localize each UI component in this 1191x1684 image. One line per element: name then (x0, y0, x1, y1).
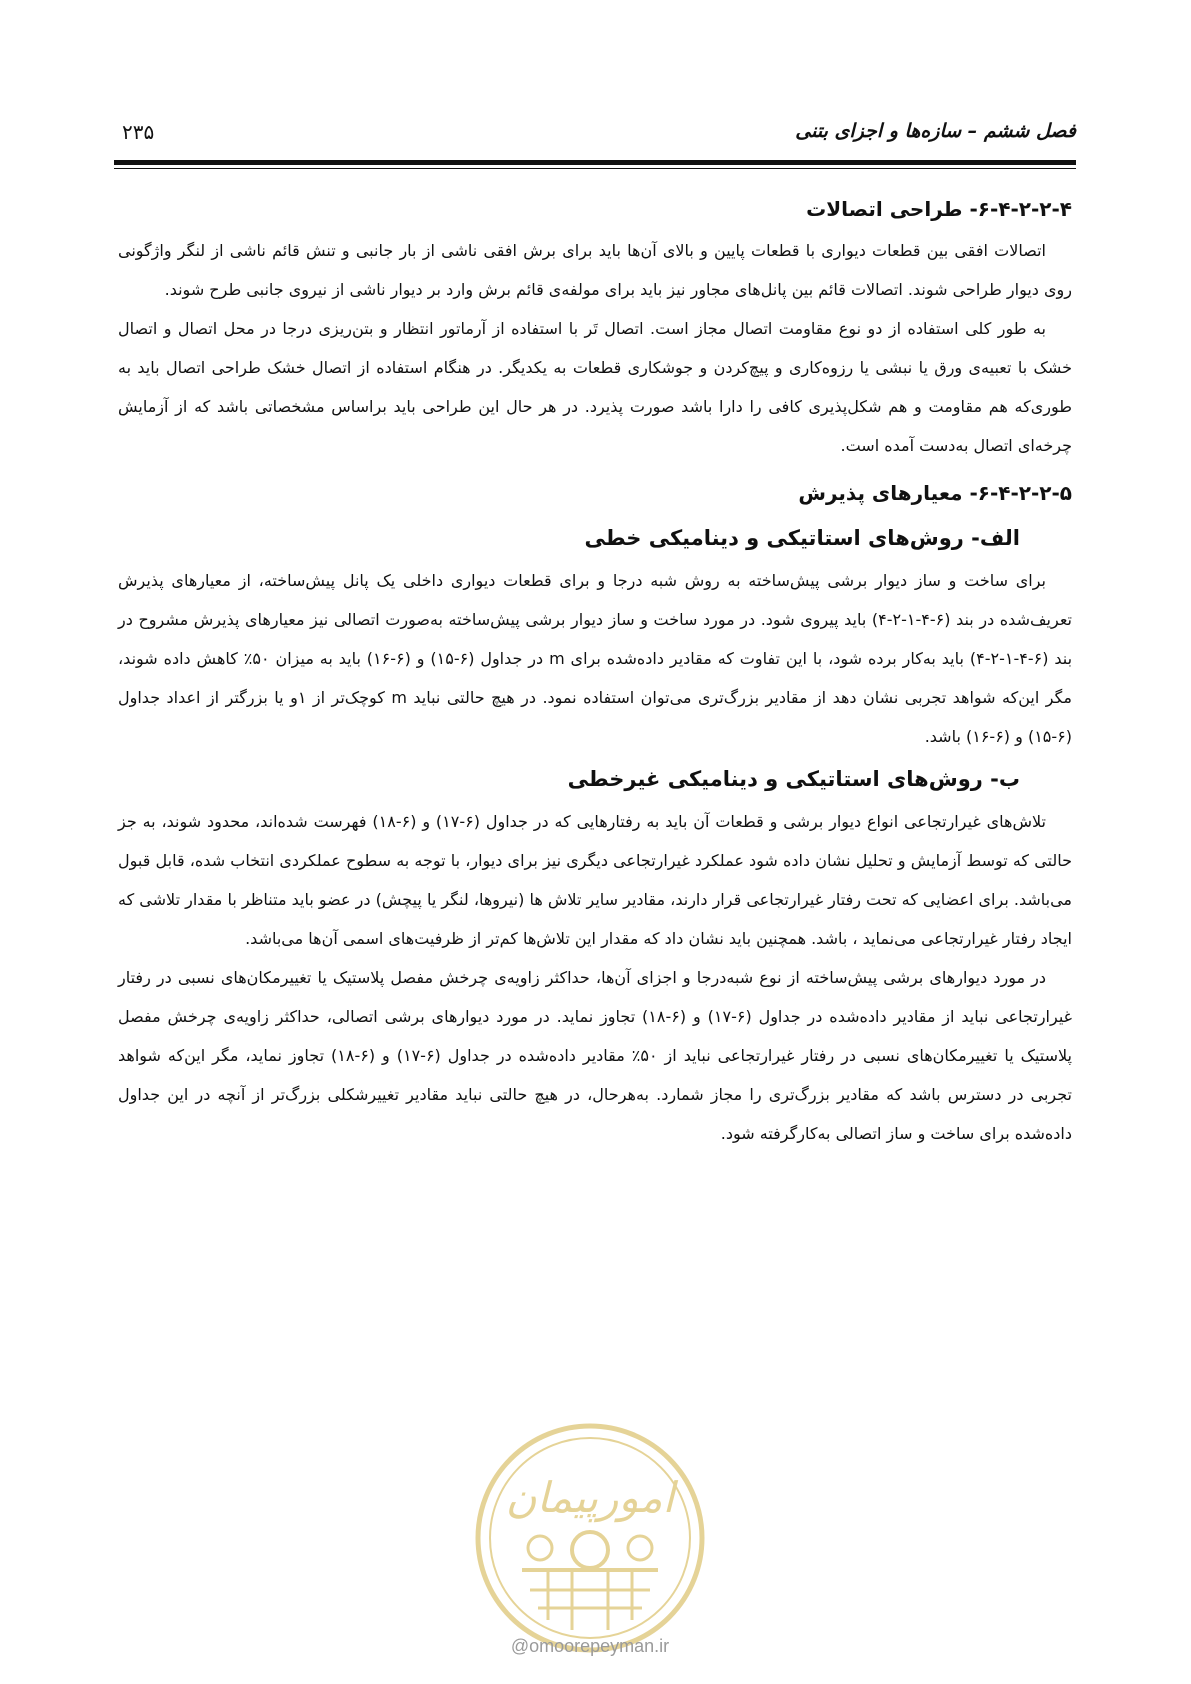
section-heading-acceptance-criteria: ۶-۴-۲-۲-۵- معیارهای پذیرش (798, 481, 1072, 505)
paragraph: در مورد دیوارهای برشی پیش‌ساخته از نوع شبه‌درجا و اجزای آن‌ها، حداکثر زاویه‌ی چرخش مفصل پلاستیک یا تغییرمکان‌های نسبی در رفتار غیرارتجاعی نباید از مقادیر داده‌شده در جداول (۶-۱۷) و (۶-۱۸) تجاوز نماید. در مورد دیوارهای برشی اتصالی، حداکثر زاویه‌ی چرخش مفصل پلاستیک یا تغییرمکان‌های نسبی در رفتار غیرارتجاعی نباید از ۵۰٪ مقادیر داده‌شده در جداول (۶-۱۷) و (۶-۱۸) تجاوز نماید، مگر این‌که شواهد تجربی در دسترس باشد که مقادیر بزرگ‌تری را مجاز شمارد. به‌هرحال، در هیچ حالتی نباید مقادیر تغییرشکلی بزرگ‌تر از آنچه در این جداول داده‌شده برای ساخت و ساز اتصالی به‌کارگرفته شود. (118, 968, 1073, 1143)
paragraph: به طور کلی استفاده از دو نوع مقاومت اتصال مجاز است. اتصال تَر با استفاده از آرماتور انتظار و بتن‌ریزی درجا در محل اتصال و اتصال خشک با تعبیه‌ی ورق یا نبشی یا رزوه‌کاری و پیچ‌کردن و جوشکاری قطعات به یکدیگر. در هنگام استفاده از اتصال خشک طراحی اتصال باید به طوری‌که هم مقاومت و هم شکل‌پذیری کافی را دارا باشد صورت پذیرد. در هر حال این طراحی باید براساس مشخصاتی باشد که از آزمایش چرخه‌ای اتصال به‌دست آمده است. (118, 319, 1072, 455)
watermark-logo (472, 1420, 708, 1656)
paragraph: تلاش‌های غیرارتجاعی انواع دیوار برشی و قطعات آن باید به رفتارهایی که در جداول (۶-۱۷) و (۶-۱۸) فهرست شده‌اند، محدود شوند، به جز حالتی که توسط آزمایش و تحلیل نشان داده شود عملکرد غیرارتجاعی دیگری نیز برای دیوار، با توجه به سطوح عملکردی انتخاب شده، قابل قبول می‌باشد. برای اعضایی که تحت رفتار غیرارتجاعی قرار دارند، مقادیر سایر تلاش ها (نیروها، لنگر یا پیچش) در عضو باید متناظر با مقدار تلاشی که ایجاد رفتار غیرارتجاعی می‌نماید ، باشد. همچنین باید نشان داد که مقدار این تلاش‌ها کم‌تر از ظرفیت‌های اسمی آن‌ها می‌باشد. (118, 812, 1072, 948)
paragraph: برای ساخت و ساز دیوار برشی پیش‌ساخته به روش شبه درجا و برای قطعات دیواری داخلی یک پانل پیش‌ساخته، از معیارهای پذیرش تعریف‌شده در بند (۶-۴-۱-۲-۴) باید پیروی شود. در مورد ساخت و ساز دیوار برشی پیش‌ساخته به‌صورت اتصالی نیز معیارهای پذیرش مشروح در بند (۶-۴-۱-۲-۴) باید به‌کار برده شود، با این تفاوت که مقادیر داده‌شده برای m در جداول (۶-۱۵) و (۶-۱۶) باید به میزان ۵۰٪ کاهش داده شوند، مگر این‌که شواهد تجربی نشان دهد از مقادیر بزرگ‌تری می‌توان استفاده نمود. در هیچ حالتی نباید m کوچک‌تر از ۱و یا بزرگتر از اعداد جداول (۶-۱۵) و (۶-۱۶) باشد. (118, 571, 1073, 746)
document-body (118, 187, 1072, 1153)
section-heading-connections: ۶-۴-۲-۲-۴- طراحی اتصالات (806, 197, 1072, 221)
subsection-heading-linear: الف- روش‌های استاتیکی و دینامیکی خطی (584, 526, 1020, 550)
watermark-logo-text: امورپیمان (505, 1473, 675, 1522)
subsection-heading-nonlinear: ب- روش‌های استاتیکی و دینامیکی غیرخطی (567, 767, 1020, 791)
header-rule-thin (114, 168, 1076, 169)
paragraph: اتصالات افقی بین قطعات دیواری با قطعات پایین و بالای آن‌ها باید برای برش افقی ناشی از بار جانبی و تنش قائم ناشی از لنگر واژگونی روی دیوار طراحی شوند. اتصالات قائم بین پانل‌های مجاور نیز باید برای مولفه‌ی قائم برش وارد بر دیوار ناشی از نیروی جانبی طرح شوند. (118, 241, 1072, 299)
watermark-url: @omoorepeyman.ir (510, 1636, 670, 1656)
chapter-title: فصل ششم – سازه‌ها و اجزای بتنی (795, 120, 1076, 142)
header-rule-thick (114, 160, 1076, 165)
page-number: ۲۳۵ (122, 120, 155, 144)
page-header (114, 120, 1076, 150)
